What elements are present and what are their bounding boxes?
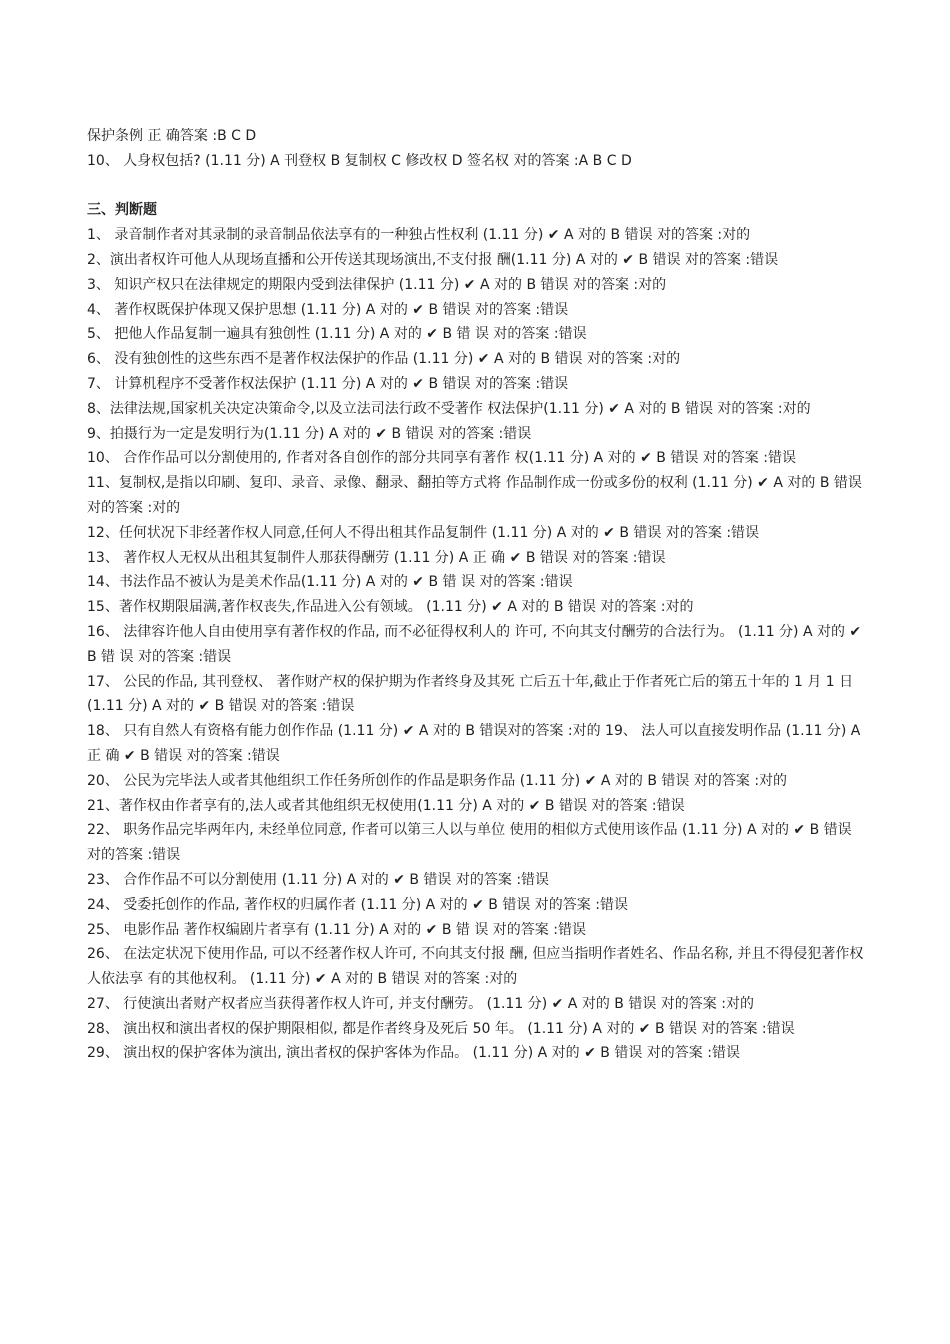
- list-item: 20、 公民为完毕法人或者其他组织工作任务所创作的作品是职务作品 (1.11 分) ✔ A 对的 B 错误 对的答案 :对的: [87, 772, 788, 789]
- list-item: 1、 录音制作者对其录制的录音制品依法享有的一种独占性权利 (1.11 分) ✔ A 对的 B 错误 对的答案 :对的: [87, 227, 751, 244]
- list-item: 27、 行使演出者财产权者应当获得著作权人许可, 并支付酬劳。 (1.11 分) ✔ A 对的 B 错误 对的答案 :对的: [87, 995, 754, 1012]
- list-item: 17、 公民的作品, 其刊登权、 著作财产权的保护期为作者终身及其死 亡后五十年,截止于作者死亡后的第五十年的 1 月 1 日(1.11 分) A 对的 ✔ B 错误 对的答案 :错误: [87, 673, 854, 715]
- list-item: 24、 受委托创作的作品, 著作权的归属作者 (1.11 分) A 对的 ✔ B 错误 对的答案 :错误: [87, 896, 628, 913]
- list-item: 11、复制权,是指以印刷、复印、录音、录像、翻录、翻拍等方式将 作品制作成一份或多份的权利 (1.11 分) ✔ A 对的 B 错误 对的答案 :对的: [87, 475, 862, 516]
- list-item: 29、 演出权的保护客体为演出, 演出者权的保护客体为作品。 (1.11 分) A 对的 ✔ B 错误 对的答案 :错误: [87, 1045, 740, 1062]
- list-item: 4、 著作权既保护体现又保护思想 (1.11 分) A 对的 ✔ B 错误 对的答案 :错误: [87, 301, 569, 318]
- list-item: 12、任何状况下非经著作权人同意,任何人不得出租其作品复制件 (1.11 分) A 对的 ✔ B 错误 对的答案 :错误: [87, 524, 760, 541]
- list-item: 15、著作权期限届满,著作权丧失,作品进入公有领域。 (1.11 分) ✔ A 对的 B 错误 对的答案 :对的: [87, 599, 694, 616]
- list-item: 10、 合作作品可以分割使用的, 作者对各自创作的部分共同享有著作 权(1.11 分) A 对的 ✔ B 错误 对的答案 :错误: [87, 450, 796, 467]
- previous-answer-line: 保护条例 正 确答案 :B C D: [87, 128, 257, 144]
- list-item: 23、 合作作品不可以分割使用 (1.11 分) A 对的 ✔ B 错误 对的答案 :错误: [87, 871, 550, 888]
- list-item: 6、 没有独创性的这些东西不是著作权法保护的作品 (1.11 分) ✔ A 对的 B 错误 对的答案 :对的: [87, 351, 681, 368]
- list-item: 21、著作权由作者享有的,法人或者其他组织无权使用(1.11 分) A 对的 ✔ B 错误 对的答案 :错误: [87, 797, 685, 814]
- list-item: 26、 在法定状况下使用作品, 可以不经著作权人许可, 不向其支付报 酬, 但应当指明作者姓名、作品名称, 并且不得侵犯著作权人依法享 有的其他权利。 (1.11 分) ✔ A 对的 B 错误 对的答案 :对的: [87, 946, 864, 988]
- section-heading: 三、判断题: [87, 202, 157, 219]
- question-10-line: 10、 人身权包括? (1.11 分) A 刊登权 B 复制权 C 修改权 D 签名权 对的答案 :A B C D: [87, 152, 632, 169]
- list-item: 3、 知识产权只在法律规定的期限内受到法律保护 (1.11 分) ✔ A 对的 B 错误 对的答案 :对的: [87, 276, 667, 293]
- true-false-list: [87, 223, 868, 1066]
- list-item: 25、 电影作品 著作权编剧片者享有 (1.11 分) A 对的 ✔ B 错 误 对的答案 :错误: [87, 921, 586, 938]
- list-item: 13、 著作权人无权从出租其复制件人那获得酬劳 (1.11 分) A 正 确 ✔ B 错误 对的答案 :错误: [87, 549, 666, 566]
- paragraph-spacer: [87, 174, 868, 199]
- list-item: 16、 法律容许他人自由使用享有著作权的作品, 而不必征得权利人的 许可, 不向其支付酬劳的合法行为。 (1.11 分) A 对的 ✔ B 错 误 对的答案 :错误: [87, 623, 862, 665]
- list-item: 9、拍摄行为一定是发明行为(1.11 分) A 对的 ✔ B 错误 对的答案 :错误: [87, 425, 532, 442]
- list-item: 18、 只有自然人有资格有能力创作作品 (1.11 分) ✔ A 对的 B 错误对的答案 :对的 19、 法人可以直接发明作品 (1.11 分) A 正 确 ✔ B 错误 对的答案 :错误: [87, 723, 861, 764]
- list-item: 2、演出者权许可他人从现场直播和公开传送其现场演出,不支付报 酬(1.11 分) A 对的 ✔ B 错误 对的答案 :错误: [87, 251, 779, 268]
- list-item: 22、 职务作品完毕两年内, 未经单位同意, 作者可以第三人以与单位 使用的相似方式使用该作品 (1.11 分) A 对的 ✔ B 错误 对的答案 :错误: [87, 822, 852, 864]
- list-item: 28、 演出权和演出者权的保护期限相似, 都是作者终身及死后 50 年。 (1.11 分) A 对的 ✔ B 错误 对的答案 :错误: [87, 1020, 795, 1037]
- list-item: 8、法律法规,国家机关决定决策命令,以及立法司法行政不受著作 权法保护(1.11 分) ✔ A 对的 B 错误 对的答案 :对的: [87, 400, 811, 417]
- list-item: 5、 把他人作品复制一遍具有独创性 (1.11 分) A 对的 ✔ B 错 误 对的答案 :错误: [87, 326, 587, 343]
- list-item: 14、书法作品不被认为是美术作品(1.11 分) A 对的 ✔ B 错 误 对的答案 :错误: [87, 574, 573, 591]
- list-item: 7、 计算机程序不受著作权法保护 (1.11 分) A 对的 ✔ B 错误 对的答案 :错误: [87, 375, 569, 392]
